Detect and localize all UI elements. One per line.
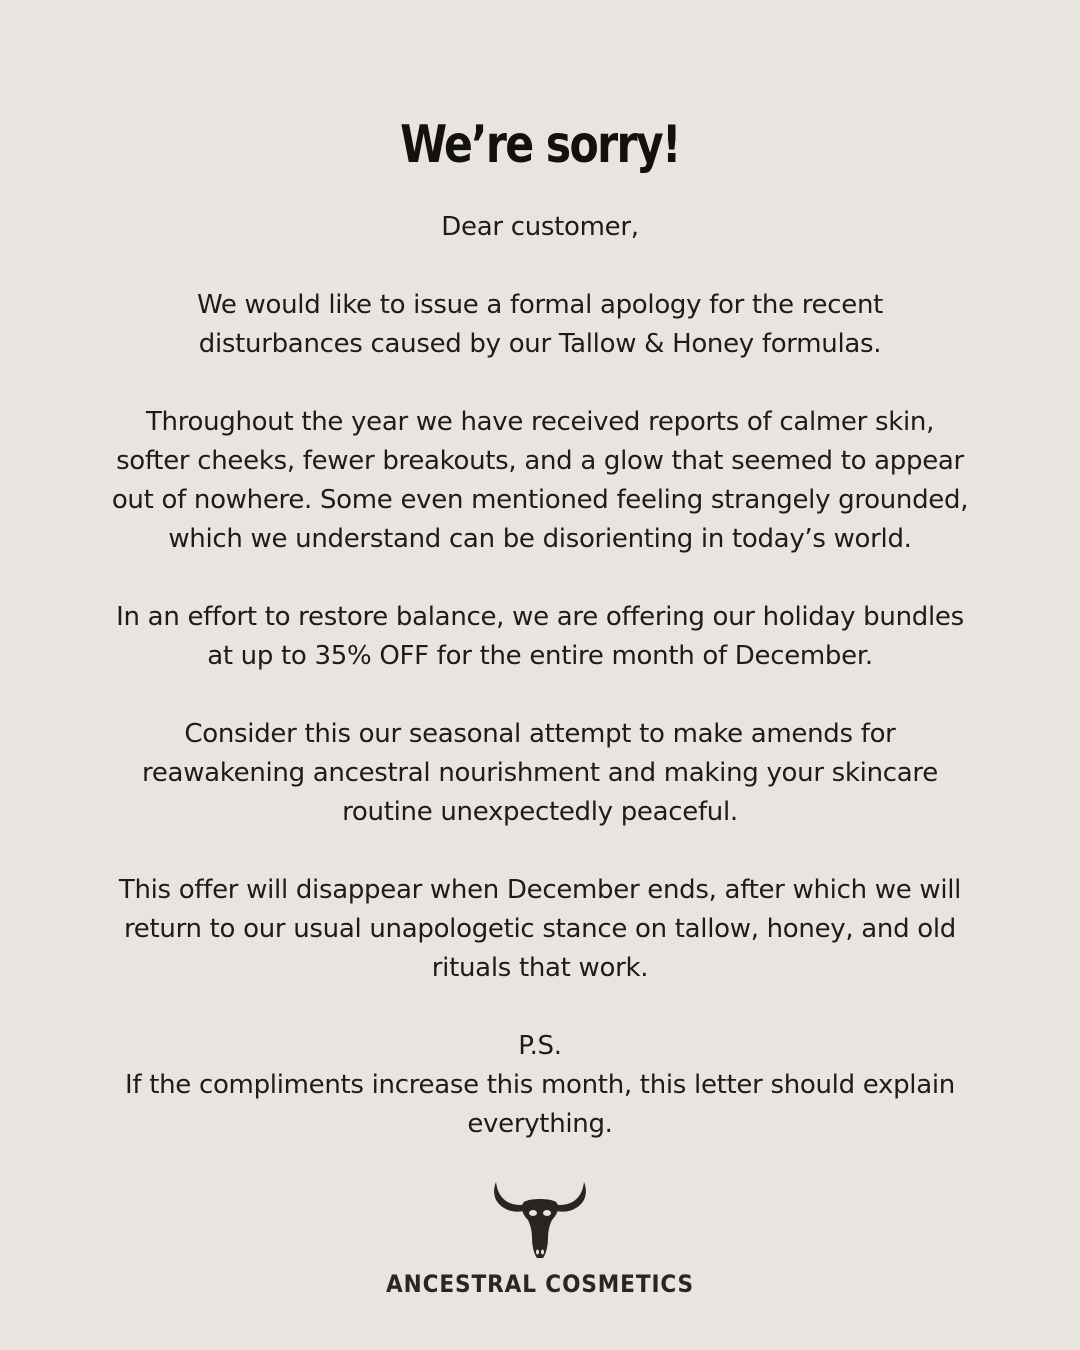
letter-paragraph-expiry: This offer will disappear when December ends, after which we will return to our usual unapologetic stance on tallow, honey, and old rituals that work. xyxy=(118,875,962,983)
letter-ps-label: P.S. xyxy=(518,1031,562,1061)
letter-ps-text: If the compliments increase this month, this letter should explain everything. xyxy=(125,1070,955,1139)
letter-paragraph-apology: We would like to issue a formal apology for the recent disturbances caused by our Tallow & Honey formulas. xyxy=(196,290,884,359)
page-title: We’re sorry! xyxy=(400,115,680,175)
brand-logo xyxy=(0,1180,1080,1298)
letter-greeting: Dear customer, xyxy=(441,212,639,242)
letter-paragraph-reports: Throughout the year we have received reports of calmer skin, softer cheeks, fewer breakouts, and a glow that seemed to appear out of nowhere. Some even mentioned feeling strangely grounded, which we understand can be disorienting in today’s world. xyxy=(111,407,969,554)
letter-paragraph-amends: Consider this our seasonal attempt to make amends for reawakening ancestral nourishment and making your skincare routine unexpectedly peaceful. xyxy=(142,719,938,827)
bull-skull-icon xyxy=(490,1180,590,1262)
letter-body xyxy=(100,208,980,1144)
brand-name: ANCESTRAL COSMETICS xyxy=(385,1270,695,1298)
letter-paragraph-offer: In an effort to restore balance, we are offering our holiday bundles at up to 35% OFF for the entire month of December. xyxy=(116,602,964,671)
